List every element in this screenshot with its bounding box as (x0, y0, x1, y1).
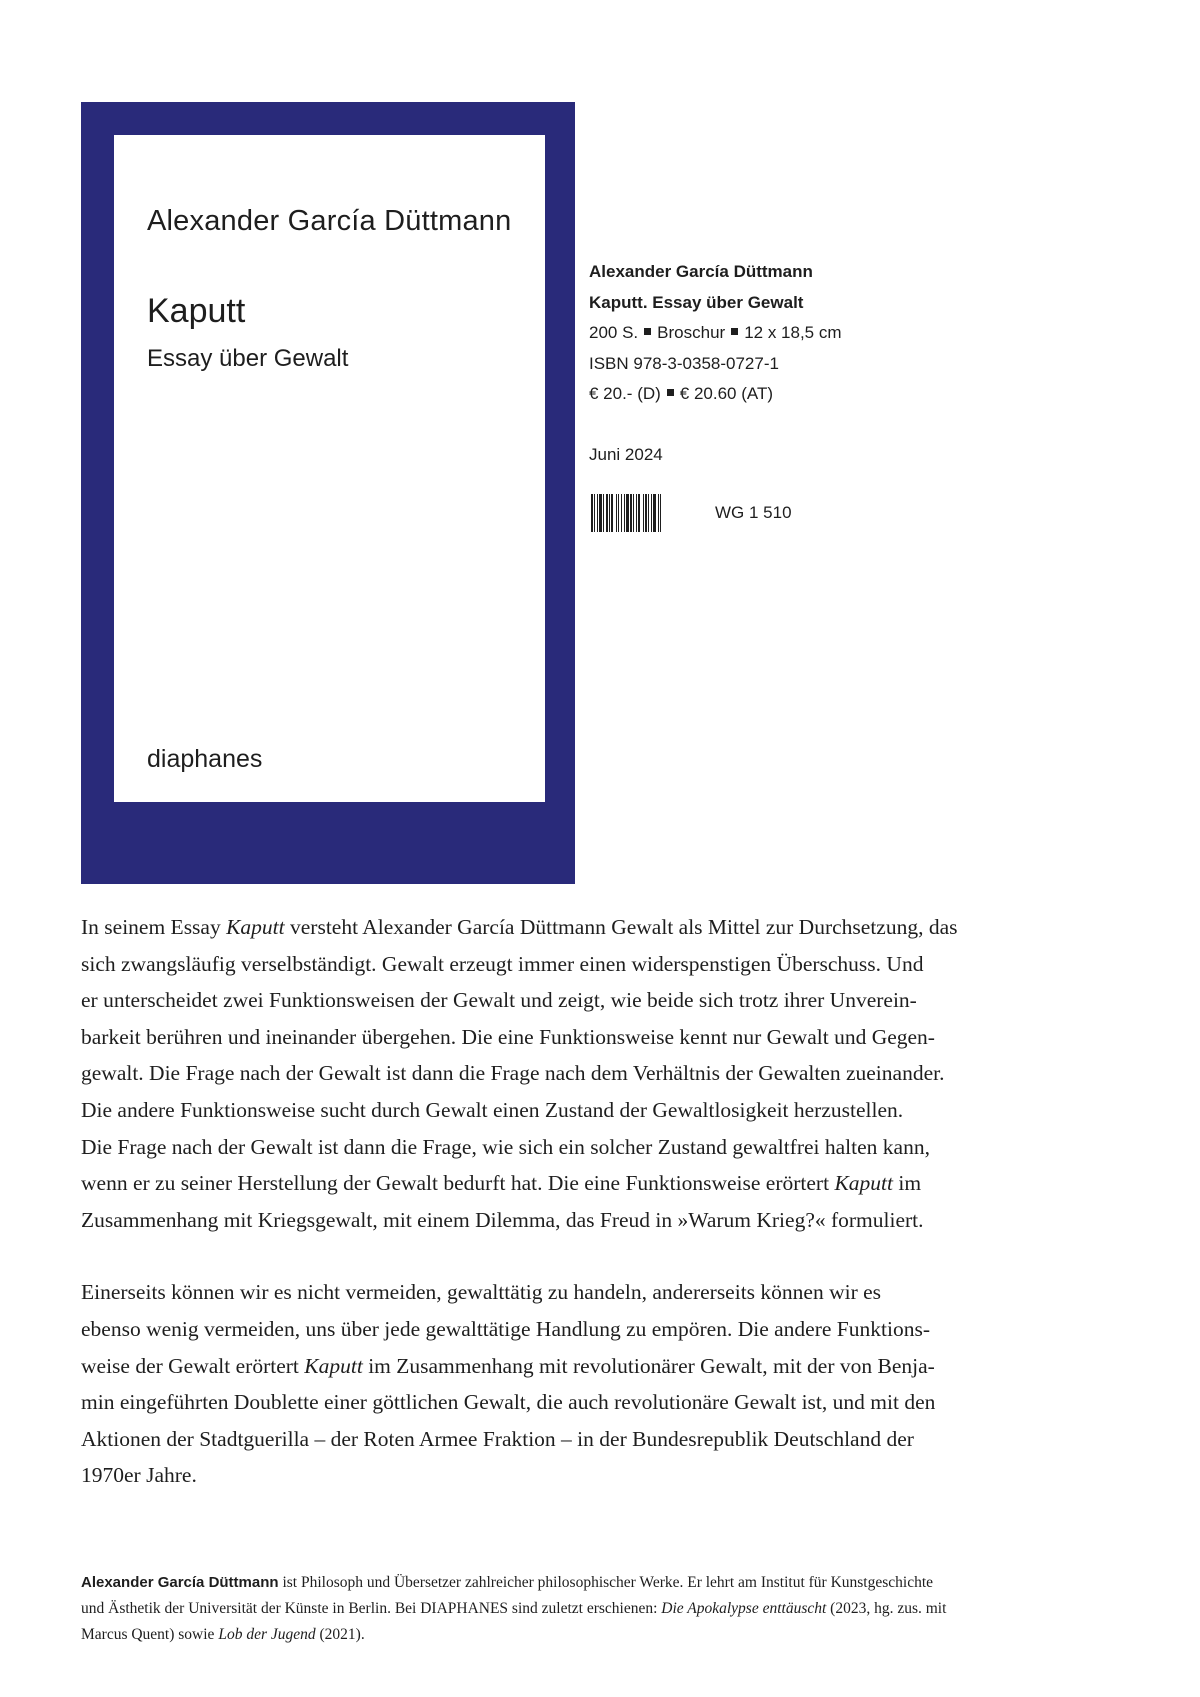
barcode-bar (603, 494, 604, 532)
book-metadata (589, 257, 842, 470)
barcode-bar (658, 494, 659, 532)
barcode-bar (653, 494, 656, 532)
barcode-bar (609, 494, 610, 532)
barcode-bar (660, 494, 661, 532)
barcode-bar (624, 494, 625, 532)
description-line: min eingeführten Doublette einer göttlichen Gewalt, die auch revolutionäre Gewalt ist, und mit den (81, 1390, 936, 1415)
description-line: wenn er zu seiner Herstellung der Gewalt bedurft hat. Die eine Funktionsweise erörtert Kaputt im (81, 1171, 922, 1196)
barcode-bar (638, 494, 640, 532)
description-line: Zusammenhang mit Kriegsgewalt, mit einem Dilemma, das Freud in »Warum Krieg?« formuliert. (81, 1207, 924, 1232)
description-line: Aktionen der Stadtguerilla – der Roten Armee Fraktion – in der Bundesrepublik Deutschland der (81, 1426, 914, 1451)
barcode-bar (651, 494, 652, 532)
book-description (81, 909, 1091, 1494)
description-line: barkeit berühren und ineinander übergehen. Die eine Funktionsweise kennt nur Gewalt und Gegen- (81, 1024, 935, 1049)
description-line: 1970er Jahre. (81, 1463, 197, 1488)
meta-price-de: € 20.- (D) (589, 384, 661, 403)
cover-publisher: diaphanes (147, 745, 263, 773)
barcode-icon (591, 494, 701, 532)
bio-author: Alexander García Düttmann (81, 1574, 279, 1591)
barcode-bar (636, 494, 637, 532)
description-line: ebenso wenig vermeiden, uns über jede gewalttätige Handlung zu empören. Die andere Funktions- (81, 1316, 930, 1341)
bio-line: und Ästhetik der Universität der Künste in Berlin. Bei DIAPHANES sind zuletzt erschienen: Die Apokalypse enttäuscht (2023, hg. zus. mit (81, 1600, 947, 1617)
barcode-bar (591, 494, 593, 532)
description-line: Einerseits können wir es nicht vermeiden, gewalttätig zu handeln, andererseits können wir es (81, 1280, 882, 1305)
book-cover (81, 102, 575, 884)
barcode-bar (618, 494, 619, 532)
author-bio (81, 1570, 1121, 1648)
meta-pages: 200 S. (589, 323, 639, 342)
book-title-italic: Kaputt (226, 915, 285, 939)
description-line: Die Frage nach der Gewalt ist dann die Frage, wie sich ein solcher Zustand gewaltfrei halten kann, (81, 1134, 930, 1159)
separator-square-icon (731, 328, 738, 335)
barcode-bar (621, 494, 622, 532)
cover-title: Kaputt (147, 292, 246, 330)
bio-book-title: Lob der Jugend (218, 1626, 316, 1643)
description-line: Die andere Funktionsweise sucht durch Gewalt einen Zustand der Gewaltlosigkeit herzustellen. (81, 1097, 904, 1122)
barcode-bar (611, 494, 613, 532)
meta-prices (589, 379, 842, 410)
barcode-bar (594, 494, 595, 532)
meta-wg: WG 1 510 (715, 503, 792, 522)
description-line: In seinem Essay Kaputt versteht Alexander García Düttmann Gewalt als Mittel zur Durchsetzung, das (81, 915, 958, 939)
barcode-bar (648, 494, 649, 532)
meta-specs (589, 318, 842, 349)
barcode-bar (597, 494, 598, 532)
cover-subtitle: Essay über Gewalt (147, 345, 349, 372)
meta-binding: Broschur (657, 323, 726, 342)
barcode-bar (645, 494, 647, 532)
barcode-bar (630, 494, 632, 532)
book-title-italic: Kaputt (304, 1353, 363, 1378)
barcode-bar (606, 494, 608, 532)
meta-author: Alexander García Düttmann (589, 262, 813, 281)
book-title-italic: Kaputt (834, 1171, 893, 1196)
bio-book-title: Die Apokalypse enttäuscht (661, 1600, 827, 1617)
cover-author: Alexander García Düttmann (147, 205, 512, 237)
description-line: sich zwangsläufig verselbständigt. Gewalt erzeugt immer einen widerspenstigen Überschuss. Und (81, 951, 924, 976)
barcode-row (591, 494, 792, 532)
barcode-bar (626, 494, 629, 532)
separator-square-icon (644, 328, 651, 335)
bio-line: Marcus Quent) sowie Lob der Jugend (2021). (81, 1626, 365, 1643)
bio-line: Alexander García Düttmann ist Philosoph und Übersetzer zahlreicher philosophischer Werke. Er lehrt am Institut für Kunstgeschichte (81, 1574, 934, 1591)
separator-square-icon (667, 389, 674, 396)
meta-price-at: € 20.60 (AT) (679, 384, 774, 403)
description-line: gewalt. Die Frage nach der Gewalt ist dann die Frage nach dem Verhältnis der Gewalten zueinander. (81, 1061, 945, 1086)
description-paragraph-1 (81, 909, 1091, 1238)
description-paragraph-2 (81, 1274, 1091, 1494)
meta-title: Kaputt. Essay über Gewalt (589, 292, 804, 312)
barcode-bar (633, 494, 634, 532)
barcode-bar (616, 494, 617, 532)
book-cover-label (114, 135, 545, 802)
barcode-bar (643, 494, 644, 532)
barcode-bar (599, 494, 602, 532)
meta-date: Juni 2024 (589, 444, 663, 464)
meta-isbn: ISBN 978-3-0358-0727-1 (589, 353, 779, 373)
description-line: weise der Gewalt erörtert Kaputt im Zusammenhang mit revolutionärer Gewalt, mit der von Benja- (81, 1353, 935, 1378)
description-line: er unterscheidet zwei Funktionsweisen der Gewalt und zeigt, wie beide sich trotz ihrer Unverein- (81, 988, 917, 1013)
meta-format: 12 x 18,5 cm (744, 323, 842, 342)
